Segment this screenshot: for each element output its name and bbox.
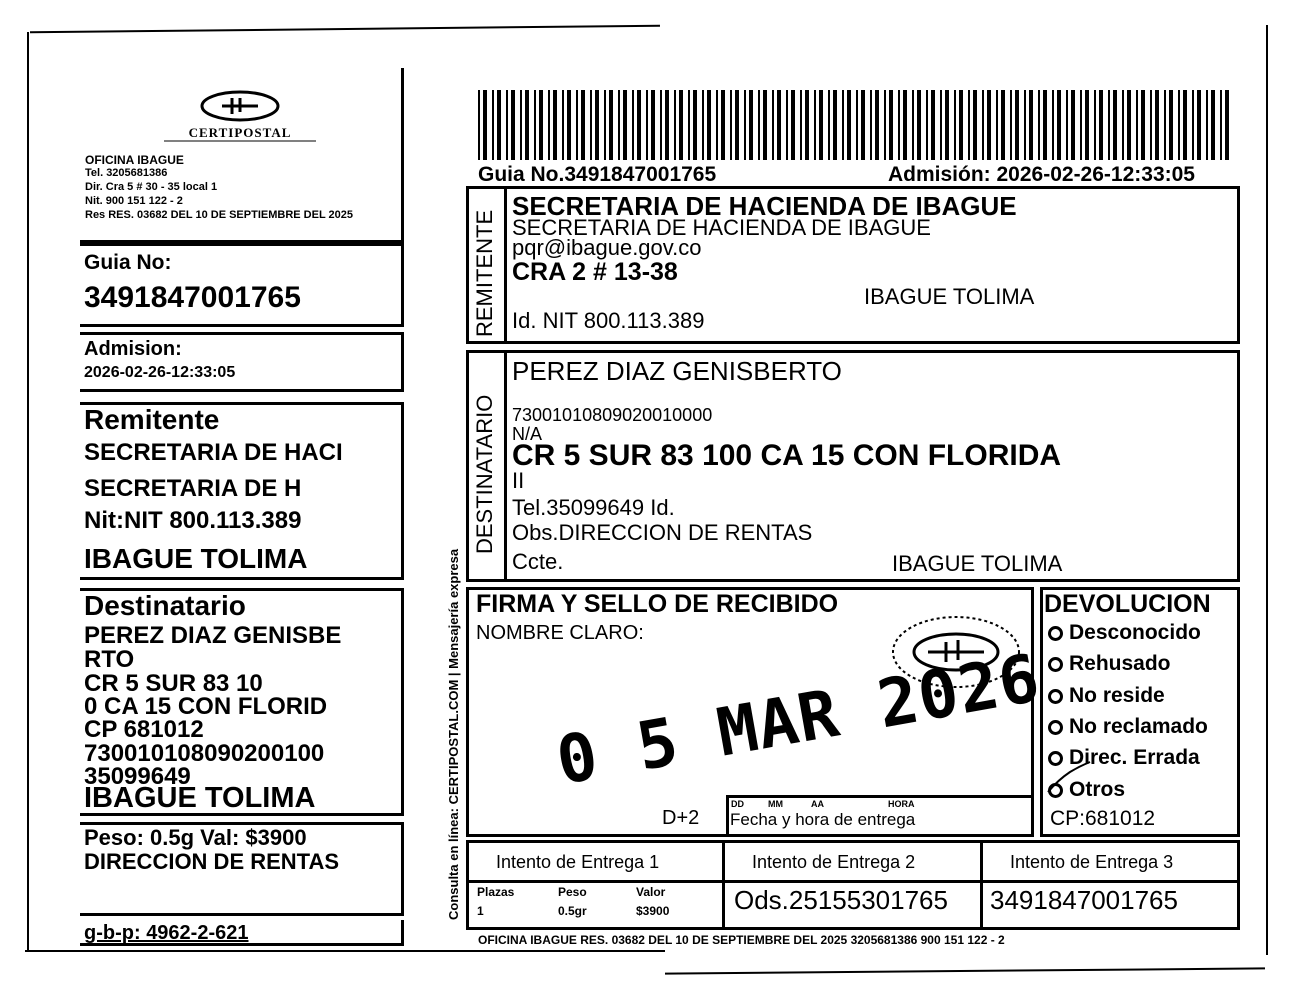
remitente-label: REMITENTE [472,209,497,337]
barcode-bar [898,90,900,160]
barcode-bar [660,90,662,160]
barcode-bar [819,90,823,160]
certipostal-logo [150,88,330,146]
barcode-bar [716,90,718,160]
barcode-bar [1127,90,1131,160]
barcode-bar [1113,90,1117,160]
remitente-city: IBAGUE TOLIMA [864,284,1035,309]
barcode-bar [805,90,809,160]
barcode-bar [553,90,557,160]
barcode-bar [651,90,655,160]
devolucion-option-no-reside[interactable] [1048,685,1165,706]
barcode-bar [1155,90,1159,160]
barcode-bar [483,90,487,160]
barcode-bar [814,90,816,160]
barcode-bar [721,90,725,160]
barcode-bar [917,90,921,160]
header-guia: Guia No.3491847001765 [478,163,717,186]
side-consulta-text: Consulta en línea: CERTIPOSTAL.COM | Mensajería expresa [446,548,461,920]
left-dest-line: 0 CA 15 CON FLORID [84,693,328,720]
barcode-bar [889,90,893,160]
barcode-bar [1122,90,1124,160]
radio-icon [1048,689,1063,704]
barcode-bar [954,90,956,160]
barcode-bar [828,90,830,160]
barcode-bar [1136,90,1138,160]
barcode-bar [1108,90,1110,160]
remitente-address: CRA 2 # 13-38 [512,258,678,286]
scan-edge-top [30,25,660,34]
destinatario-na: N/A [512,424,543,444]
left-guia-label: Guia No: [84,251,172,274]
left-dest-city: IBAGUE TOLIMA [84,782,316,814]
barcode-bar [665,90,669,160]
left-dest-line: CP 681012 [84,716,204,743]
barcode-bar [590,90,592,160]
barcode-bar [595,90,599,160]
date-field-hora: HORA [888,799,915,809]
destinatario-ccte: Ccte. [512,549,564,574]
barcode-bar [912,90,914,160]
barcode-bar [520,90,522,160]
destinatario-name: PEREZ DIAZ GENISBERTO [512,356,842,386]
barcode-bar [511,90,515,160]
plazas-value: 1 [477,904,484,918]
option-label: No reside [1069,684,1165,707]
header-admision: Admisión: 2026-02-26-12:33:05 [888,163,1195,186]
barcode-bar [940,90,942,160]
destinatario-obs: Obs.DIRECCION DE RENTAS [512,520,813,545]
barcode-bar [1225,90,1229,160]
barcode-bar [1206,90,1208,160]
barcode-bar [791,90,795,160]
barcode-bar [623,90,627,160]
destinatario-label: DESTINATARIO [472,394,497,554]
left-peso-val: Peso: 0.5g Val: $3900 [84,825,307,850]
barcode-bar [1183,90,1187,160]
barcode-bar [968,90,970,160]
plazas-label: Plazas [477,885,515,899]
barcode-bar [581,90,585,160]
intentos-divider-v2 [980,840,983,930]
option-label: Rehusado [1069,652,1171,675]
barcode-bar [982,90,984,160]
barcode-bar [1211,90,1215,160]
destinatario-city: IBAGUE TOLIMA [892,551,1063,576]
barcode-bar [744,90,746,160]
peso-value: 0.5gr [558,904,587,918]
left-admision-label: Admision: [84,338,182,360]
barcode-bar [1001,90,1005,160]
barcode-bar [1080,90,1082,160]
barcode-bar [1164,90,1166,160]
devolucion-option-no-reclamado[interactable] [1048,716,1208,737]
remitente-label-divider [504,186,507,344]
remitente-name: SECRETARIA DE HACIENDA DE IBAGUE [512,191,1017,221]
barcode-bar [1038,90,1040,160]
barcode-bar [1178,90,1180,160]
peso-label: Peso [558,885,587,899]
date-field-aa: AA [811,799,824,809]
barcode-bar [539,90,543,160]
barcode-bar [534,90,536,160]
date-field-dd: DD [731,799,744,809]
barcode-bar [1141,90,1145,160]
destinatario-address2: II [512,468,525,493]
intentos-divider-h [466,880,1240,883]
barcode-bar [679,90,683,160]
stamp-date: 0 5 MAR 2026 [550,639,1046,800]
office-dir: Dir. Cra 5 # 30 - 35 local 1 [85,181,218,193]
devolucion-option-desconocido[interactable] [1048,622,1201,643]
intentos-divider-v1 [722,840,725,930]
check-mark-icon [1044,756,1094,796]
radio-icon [1048,720,1063,735]
barcode-bar [1150,90,1152,160]
option-label: Desconocido [1069,621,1201,644]
barcode-bar [1066,90,1068,160]
barcode-bar [870,90,872,160]
destinatario-tel: Tel.35099649 Id. [512,495,675,520]
barcode-bar [1220,90,1222,160]
barcode-bar [618,90,620,160]
remitente-id: Id. NIT 800.113.389 [512,308,705,333]
barcode-bar [506,90,508,160]
office-res: Res RES. 03682 DEL 10 DE SEPTIEMBRE DEL 2025 [85,209,353,221]
devolucion-option-rehusado[interactable] [1048,653,1171,674]
barcode-bar [800,90,802,160]
barcode-bar [525,90,529,160]
radio-icon [1048,657,1063,672]
barcode-bar [1099,90,1103,160]
intento-3-label: Intento de Entrega 3 [1010,852,1174,872]
barcode-bar [1015,90,1019,160]
intento-1-label: Intento de Entrega 1 [496,852,660,872]
barcode-bar [609,90,613,160]
barcode-bar [637,90,641,160]
left-remitente-title: Remitente [84,404,220,435]
barcode-bar [1043,90,1047,160]
left-admision-value: 2026-02-26-12:33:05 [84,364,236,381]
barcode-bar [646,90,648,160]
barcode-bar [1052,90,1054,160]
barcode-bar [702,90,704,160]
intento-2-label: Intento de Entrega 2 [752,852,916,872]
option-label: Direc. Errada [1069,746,1200,769]
destinatario-address: CR 5 SUR 83 100 CA 15 CON FLORIDA [512,439,1062,472]
date-field-mm: MM [768,799,783,809]
barcode-bar [1192,90,1194,160]
left-dest-line: RTO [84,646,135,673]
firma-title: FIRMA Y SELLO DE RECIBIDO [476,590,839,618]
option-label: No reclamado [1069,715,1208,738]
left-remitente-city: IBAGUE TOLIMA [84,543,308,574]
scan-edge-left [27,32,29,952]
barcode-bar [1094,90,1096,160]
left-destinatario-title: Destinatario [84,590,246,621]
barcode-bar [777,90,781,160]
left-guia-value: 3491847001765 [84,281,301,314]
barcode-bar [562,90,564,160]
barcode-bar [847,90,851,160]
barcode-bar [735,90,739,160]
barcode-bar [576,90,578,160]
barcode-bar [688,90,690,160]
left-gbp: g-b-p: 4962-2-621 [84,922,249,944]
left-dest-line: 73001010809020010​0 [84,740,325,767]
brand-text: CERTIPOSTAL [188,125,292,140]
barcode-bar [604,90,606,160]
barcode-bar [1169,90,1173,160]
left-dest-line: 35099649 [84,763,191,790]
left-remitente-line1: SECRETARIA DE HACI [84,439,343,466]
barcode-bar [786,90,788,160]
barcode-bar [758,90,760,160]
barcode-bar [693,90,697,160]
remitente-email: pqr@ibague.gov.co [512,235,702,260]
barcode-bar [959,90,963,160]
devolucion-cp: CP:681012 [1050,807,1156,830]
barcode [478,90,1236,160]
barcode-bar [1197,90,1201,160]
footer-text: OFICINA IBAGUE RES. 03682 DEL 10 DE SEPTIEMBRE DEL 2025 3205681386 900 151 122 - 2 [478,933,1005,947]
barcode-bar [548,90,550,160]
d-plus: D+2 [662,807,700,829]
barcode-bar [567,90,571,160]
barcode-bar [1024,90,1026,160]
left-obs: DIRECCION DE RENTAS [84,849,340,874]
remitente-name2: SECRETARIA DE HACIENDA DE IBAGUE [512,215,931,240]
barcode-bar [763,90,767,160]
destinatario-label-divider [504,350,507,582]
barcode-bar [987,90,991,160]
office-nit: Nit. 900 151 122 - 2 [85,195,183,207]
barcode-bar [931,90,935,160]
barcode-bar [973,90,977,160]
barcode-bar [1057,90,1061,160]
barcode-bar [945,90,949,160]
barcode-bar [833,90,837,160]
barcode-bar [861,90,865,160]
ods-number: Ods.25155301765 [734,885,948,915]
barcode-bar [707,90,711,160]
barcode-bar [842,90,844,160]
barcode-bar [674,90,676,160]
valor-value: $3900 [636,904,670,918]
left-remitente-nit: Nit:NIT 800.113.389 [84,507,302,534]
scan-edge-bottom-right [665,967,1265,974]
barcode-bar [1029,90,1033,160]
barcode-bar [1010,90,1012,160]
barcode-bar [903,90,907,160]
radio-icon [1048,626,1063,641]
left-dest-line: PEREZ DIAZ GENISBE [84,622,342,649]
office-name: OFICINA IBAGUE [85,153,184,167]
barcode-bar [875,90,879,160]
barcode-bar [730,90,732,160]
devolucion-title: DEVOLUCION [1044,590,1211,618]
barcode-bar [996,90,998,160]
option-label: Otros [1069,778,1126,801]
valor-label: Valor [636,885,666,899]
date-caption: Fecha y hora de entrega [730,810,916,829]
barcode-bar [926,90,928,160]
barcode-bar [1071,90,1075,160]
barcode-bar [632,90,634,160]
barcode-bar [749,90,753,160]
intentos-guia: 3491847001765 [990,885,1178,915]
office-tel: Tel. 3205681386 [85,167,168,179]
barcode-bar [856,90,858,160]
left-dest-line: CR 5 SUR 83 10 [84,670,263,697]
barcode-bar [492,90,494,160]
barcode-bar [772,90,774,160]
barcode-bar [1085,90,1089,160]
firma-nombre: NOMBRE CLARO: [476,622,644,644]
left-remitente-line2: SECRETARIA DE H [84,475,302,502]
destinatario-code: 73001010809020010000 [512,405,713,425]
barcode-bar [497,90,501,160]
barcode-bar [478,90,480,160]
barcode-bar [884,90,886,160]
scan-edge-right [1266,25,1268,955]
scan-edge-bottom [25,950,665,952]
